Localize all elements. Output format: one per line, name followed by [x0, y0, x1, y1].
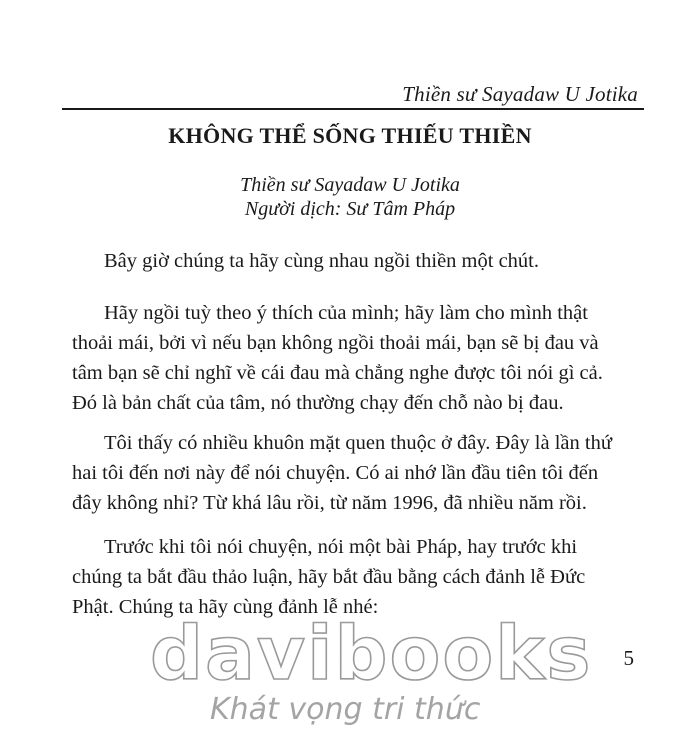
chapter-title: KHÔNG THỂ SỐNG THIẾU THIỀN [168, 123, 532, 148]
paragraph-line: đây không nhỉ? Từ khá lâu rồi, từ năm 1996, đã nhiều năm rồi. [72, 492, 587, 514]
header-rule [62, 108, 644, 110]
watermark-tagline: Khát vọng tri thức [210, 692, 481, 727]
paragraph-3 [72, 428, 632, 518]
paragraph-line: tâm bạn sẽ chỉ nghĩ về cái đau mà chẳng nghe được tôi nói gì cả. [72, 362, 603, 384]
byline-author: Thiền sư Sayadaw U Jotika [240, 174, 460, 196]
paragraph-line: Tôi thấy có nhiều khuôn mặt quen thuộc ở đây. Đây là lần thứ [104, 432, 612, 454]
byline-translator: Người dịch: Sư Tâm Pháp [244, 198, 456, 220]
paragraph-line: thoải mái, bởi vì nếu bạn không ngồi thoải mái, bạn sẽ bị đau và [72, 332, 599, 354]
paragraph-1 [72, 246, 632, 276]
paragraph-line: Đó là bản chất của tâm, nó thường chạy đến chỗ nào bị đau. [72, 392, 564, 414]
page-number: 5 [623, 646, 634, 670]
running-header: Thiền sư Sayadaw U Jotika [402, 82, 638, 106]
paragraph-4 [72, 532, 632, 622]
paragraph-line: Bây giờ chúng ta hãy cùng nhau ngồi thiền một chút. [104, 250, 539, 272]
paragraph-line: Trước khi tôi nói chuyện, nói một bài Pháp, hay trước khi [104, 536, 578, 558]
watermark-logo: davibooks [150, 611, 593, 697]
paragraph-line: chúng ta bắt đầu thảo luận, hãy bắt đầu bằng cách đảnh lễ Đức [72, 566, 586, 588]
paragraph-line: hai tôi đến nơi này để nói chuyện. Có ai nhớ lần đầu tiên tôi đến [72, 462, 599, 484]
paragraph-line: Hãy ngồi tuỳ theo ý thích của mình; hãy làm cho mình thật [104, 302, 588, 324]
watermark [150, 611, 593, 727]
paragraph-2 [72, 298, 632, 418]
paragraph-line: Phật. Chúng ta hãy cùng đảnh lễ nhé: [72, 596, 379, 618]
